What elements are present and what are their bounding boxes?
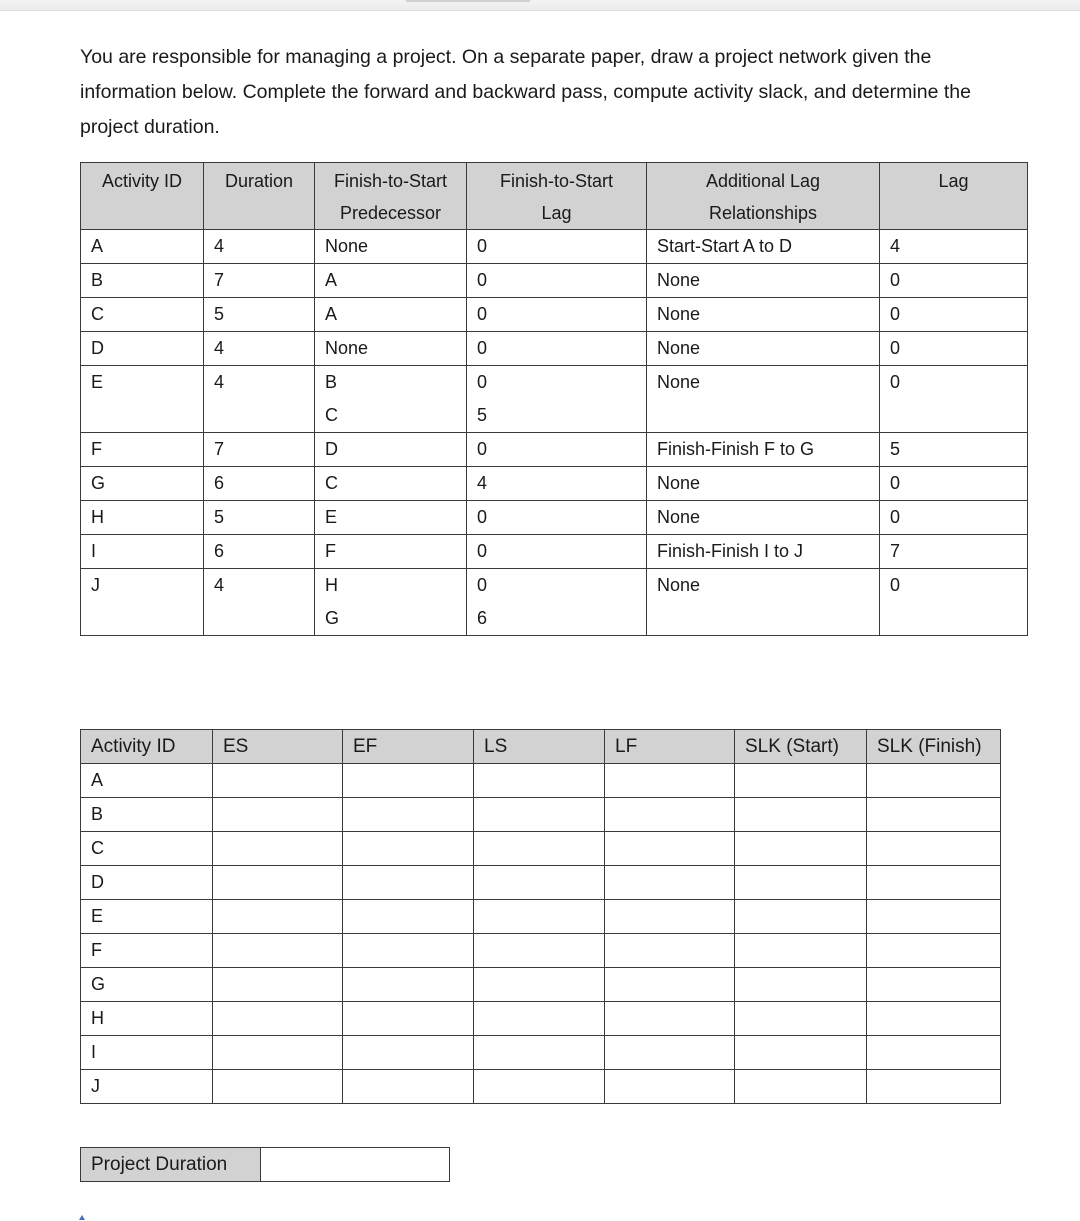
fs-lag-cell-text: 0: [477, 575, 488, 595]
schedule-table-header-cell: EF: [343, 730, 474, 764]
project-duration-value[interactable]: [261, 1148, 450, 1182]
schedule-input-cell[interactable]: [867, 900, 1001, 934]
schedule-input-cell[interactable]: [343, 934, 474, 968]
additional-lag-cell-text: None: [657, 270, 701, 290]
schedule-input-cell[interactable]: [343, 832, 474, 866]
schedule-input-cell[interactable]: [735, 866, 867, 900]
schedule-input-cell[interactable]: [605, 1036, 735, 1070]
fs-lag-cell-text: 4: [477, 473, 488, 493]
activity-row: [81, 433, 1028, 467]
text-cursor-marker: [79, 1215, 85, 1220]
header-text: Predecessor: [339, 203, 442, 223]
schedule-row: [81, 934, 1001, 968]
schedule-input-cell[interactable]: [474, 866, 605, 900]
schedule-activity-id-cell: E: [81, 900, 213, 934]
predecessor-cell: [315, 332, 467, 366]
schedule-table-header-cell: SLK (Start): [735, 730, 867, 764]
duration-cell: [204, 467, 315, 501]
predecessor-cell-text: None: [325, 338, 369, 358]
schedule-input-cell[interactable]: [213, 968, 343, 1002]
additional-lag-cell: [647, 230, 880, 264]
schedule-input-cell[interactable]: [867, 968, 1001, 1002]
duration-cell: [204, 535, 315, 569]
activity-id-cell-text: A: [91, 236, 104, 256]
schedule-row: [81, 968, 1001, 1002]
schedule-input-cell[interactable]: [605, 866, 735, 900]
instructions-paragraph: You are responsible for managing a project. On a separate paper, draw a project network given the information below. Complete the forward and backward pass, compute activity slack, and determine the project duration.: [80, 46, 971, 138]
schedule-input-cell[interactable]: [213, 1036, 343, 1070]
schedule-input-cell[interactable]: [605, 832, 735, 866]
predecessor-cell: [315, 433, 467, 467]
fs-lag-cell: [467, 264, 647, 298]
activity-id-cell: [81, 332, 204, 366]
duration-cell: [204, 332, 315, 366]
schedule-input-cell[interactable]: [343, 764, 474, 798]
schedule-input-cell[interactable]: [867, 934, 1001, 968]
additional-lag-cell: [647, 298, 880, 332]
predecessor-cell-text: E: [325, 507, 338, 527]
fs-lag-cell: [467, 433, 647, 467]
fs-lag-cell: [467, 366, 647, 433]
activity-row: [81, 535, 1028, 569]
activity-row: [81, 569, 1028, 636]
additional-lag-cell: [647, 535, 880, 569]
schedule-input-cell[interactable]: [474, 832, 605, 866]
schedule-input-cell[interactable]: [213, 798, 343, 832]
header-text: Relationships: [708, 203, 818, 223]
additional-lag-cell: [647, 501, 880, 535]
schedule-input-cell[interactable]: [213, 900, 343, 934]
schedule-activity-id-cell: B: [81, 798, 213, 832]
schedule-input-cell[interactable]: [343, 900, 474, 934]
activity-row: [81, 366, 1028, 433]
activity-id-cell-text: C: [91, 304, 104, 324]
additional-lag-cell: [647, 264, 880, 298]
activity-table-header-cell: [880, 163, 1028, 230]
schedule-input-cell[interactable]: [474, 934, 605, 968]
schedule-row: [81, 798, 1001, 832]
duration-cell-text: 6: [214, 541, 225, 561]
predecessor-cell: [315, 366, 467, 433]
duration-cell: [204, 366, 315, 433]
fs-lag-cell-text: 0: [477, 304, 488, 324]
schedule-input-cell[interactable]: [474, 1002, 605, 1036]
schedule-activity-id-cell: H: [81, 1002, 213, 1036]
duration-cell: [204, 569, 315, 636]
activity-id-cell-text: H: [91, 507, 104, 527]
predecessor-cell-text: A: [325, 270, 338, 290]
activity-table-header-cell: [647, 163, 880, 230]
activity-id-cell: [81, 467, 204, 501]
predecessor-cell: [315, 230, 467, 264]
activity-row: [81, 332, 1028, 366]
additional-lag-cell-text: None: [657, 507, 701, 527]
fs-lag-cell-text: 0: [477, 541, 488, 561]
schedule-input-cell[interactable]: [605, 934, 735, 968]
schedule-activity-id-cell: F: [81, 934, 213, 968]
schedule-input-cell[interactable]: [867, 832, 1001, 866]
lag-cell-text: 5: [890, 439, 901, 459]
fs-lag-cell-text: 0: [477, 270, 488, 290]
schedule-input-cell[interactable]: [735, 1070, 867, 1104]
schedule-input-cell[interactable]: [343, 1002, 474, 1036]
schedule-row: [81, 764, 1001, 798]
lag-cell-text: 0: [890, 372, 901, 392]
schedule-table-header-cell: LF: [605, 730, 735, 764]
schedule-input-cell[interactable]: [735, 798, 867, 832]
lag-cell-text: 0: [890, 473, 901, 493]
predecessor-cell: [315, 264, 467, 298]
additional-lag-cell-text: None: [657, 473, 701, 493]
predecessor-cell: [315, 569, 467, 636]
schedule-row: [81, 1036, 1001, 1070]
lag-cell: [880, 230, 1028, 264]
schedule-activity-id-cell: C: [81, 832, 213, 866]
activity-id-cell-text: D: [91, 338, 104, 358]
fs-lag-cell: [467, 535, 647, 569]
scroll-handle[interactable]: [406, 0, 530, 2]
activity-row: [81, 298, 1028, 332]
fs-lag-cell-text: 0: [477, 236, 488, 256]
activity-id-cell-text: E: [91, 372, 104, 392]
schedule-input-cell[interactable]: [474, 1036, 605, 1070]
fs-lag-cell: [467, 230, 647, 264]
header-text: Finish-to-Start: [333, 171, 448, 191]
schedule-input-cell[interactable]: [735, 968, 867, 1002]
schedule-input-cell[interactable]: [213, 1002, 343, 1036]
fs-lag-cell-text: 0: [477, 372, 488, 392]
activity-row: [81, 467, 1028, 501]
activity-id-cell-text: G: [91, 473, 106, 493]
schedule-input-cell[interactable]: [474, 968, 605, 1002]
project-duration-table: [80, 1147, 450, 1182]
duration-cell-text: 7: [214, 439, 225, 459]
document-top-bar: [0, 0, 1080, 11]
schedule-input-cell[interactable]: [867, 1002, 1001, 1036]
activity-id-cell: [81, 366, 204, 433]
schedule-row: [81, 1002, 1001, 1036]
schedule-input-cell[interactable]: [474, 1070, 605, 1104]
lag-cell: [880, 569, 1028, 636]
lag-cell-text: 0: [890, 338, 901, 358]
duration-cell: [204, 433, 315, 467]
duration-cell: [204, 264, 315, 298]
schedule-row: [81, 1070, 1001, 1104]
lag-cell: [880, 433, 1028, 467]
predecessor-cell: [315, 501, 467, 535]
lag-cell: [880, 298, 1028, 332]
lag-cell: [880, 264, 1028, 298]
schedule-table-header-cell: Activity ID: [81, 730, 213, 764]
fs-lag-cell: [467, 332, 647, 366]
schedule-input-cell[interactable]: [735, 1002, 867, 1036]
lag-cell-text: 4: [890, 236, 901, 256]
activity-id-cell: [81, 264, 204, 298]
schedule-activity-id-cell: J: [81, 1070, 213, 1104]
duration-cell-text: 6: [214, 473, 225, 493]
duration-cell-text: 4: [214, 338, 225, 358]
header-text: Lag: [938, 171, 969, 191]
lag-cell: [880, 366, 1028, 433]
additional-lag-cell-text: Finish-Finish F to G: [657, 439, 815, 459]
activity-table: [80, 162, 1028, 636]
schedule-input-cell[interactable]: [343, 968, 474, 1002]
predecessor-cell: [315, 535, 467, 569]
project-duration-label: Project Duration: [81, 1148, 261, 1182]
schedule-activity-id-cell: A: [81, 764, 213, 798]
schedule-input-cell[interactable]: [605, 764, 735, 798]
fs-lag-cell-text: 0: [477, 439, 488, 459]
schedule-input-cell[interactable]: [343, 1036, 474, 1070]
schedule-input-cell[interactable]: [213, 1070, 343, 1104]
additional-lag-cell-text: None: [657, 575, 701, 595]
schedule-table-header-cell: LS: [474, 730, 605, 764]
activity-row: [81, 230, 1028, 264]
schedule-input-cell[interactable]: [605, 900, 735, 934]
schedule-activity-id-cell: G: [81, 968, 213, 1002]
duration-cell: [204, 230, 315, 264]
header-text: Lag: [541, 203, 572, 223]
fs-lag-cell-text: 0: [477, 338, 488, 358]
activity-id-cell: [81, 535, 204, 569]
schedule-row: [81, 866, 1001, 900]
activity-table-header-cell: [315, 163, 467, 230]
duration-cell-text: 4: [214, 575, 225, 595]
predecessor-cell: [315, 298, 467, 332]
lag-cell: [880, 535, 1028, 569]
schedule-input-cell[interactable]: [867, 1070, 1001, 1104]
activity-id-cell-text: J: [91, 575, 100, 595]
schedule-input-cell[interactable]: [605, 1070, 735, 1104]
activity-row: [81, 264, 1028, 298]
schedule-activity-id-cell: I: [81, 1036, 213, 1070]
schedule-input-cell[interactable]: [867, 764, 1001, 798]
schedule-input-cell[interactable]: [867, 866, 1001, 900]
schedule-input-cell[interactable]: [735, 832, 867, 866]
lag-cell-text: 0: [890, 507, 901, 527]
schedule-row: [81, 900, 1001, 934]
duration-cell: [204, 501, 315, 535]
fs-lag-cell: [467, 501, 647, 535]
schedule-input-cell[interactable]: [343, 866, 474, 900]
lag-cell-text: 0: [890, 304, 901, 324]
schedule-input-cell[interactable]: [867, 1036, 1001, 1070]
fs-lag-cell: [467, 298, 647, 332]
schedule-input-cell[interactable]: [474, 764, 605, 798]
lag-cell-text: 0: [890, 270, 901, 290]
schedule-input-cell[interactable]: [605, 1002, 735, 1036]
additional-lag-cell: [647, 467, 880, 501]
fs-lag-cell: [467, 467, 647, 501]
schedule-input-cell[interactable]: [605, 968, 735, 1002]
schedule-input-cell[interactable]: [474, 900, 605, 934]
lag-cell: [880, 501, 1028, 535]
activity-id-cell-text: B: [91, 270, 104, 290]
schedule-input-cell[interactable]: [735, 934, 867, 968]
header-text: Finish-to-Start: [499, 171, 614, 191]
additional-lag-cell-text: None: [657, 372, 701, 392]
schedule-table: [80, 729, 1001, 1104]
schedule-input-cell[interactable]: [213, 934, 343, 968]
additional-lag-cell: [647, 332, 880, 366]
lag-cell: [880, 467, 1028, 501]
duration-cell-text: 5: [214, 507, 225, 527]
schedule-table-header-row: [81, 730, 1001, 764]
schedule-input-cell[interactable]: [213, 832, 343, 866]
activity-row: [81, 501, 1028, 535]
predecessor-cell-text: D: [325, 439, 338, 459]
predecessor-cell: [315, 467, 467, 501]
schedule-input-cell[interactable]: [343, 1070, 474, 1104]
header-text: Additional Lag: [705, 171, 821, 191]
fs-lag-cell-text: 5: [477, 405, 488, 425]
schedule-input-cell[interactable]: [735, 900, 867, 934]
activity-table-header-row: [81, 163, 1028, 230]
duration-cell-text: 7: [214, 270, 225, 290]
activity-table-header-cell: [81, 163, 204, 230]
predecessor-cell-text: F: [325, 541, 336, 561]
schedule-row: [81, 832, 1001, 866]
header-text: Activity ID: [101, 171, 182, 191]
schedule-table-header-cell: SLK (Finish): [867, 730, 1001, 764]
predecessor-cell-text: None: [325, 236, 369, 256]
schedule-input-cell[interactable]: [735, 1036, 867, 1070]
activity-id-cell: [81, 569, 204, 636]
predecessor-cell-text: G: [325, 608, 340, 628]
duration-cell: [204, 298, 315, 332]
schedule-input-cell[interactable]: [474, 798, 605, 832]
activity-id-cell-text: F: [91, 439, 102, 459]
lag-cell: [880, 332, 1028, 366]
additional-lag-cell: [647, 569, 880, 636]
activity-id-cell: [81, 230, 204, 264]
additional-lag-cell-text: Start-Start A to D: [657, 236, 793, 256]
lag-cell-text: 0: [890, 575, 901, 595]
schedule-input-cell[interactable]: [213, 764, 343, 798]
fs-lag-cell: [467, 569, 647, 636]
activity-id-cell-text: I: [91, 541, 97, 561]
schedule-input-cell[interactable]: [343, 798, 474, 832]
fs-lag-cell-text: 0: [477, 507, 488, 527]
additional-lag-cell-text: None: [657, 338, 701, 358]
additional-lag-cell: [647, 433, 880, 467]
predecessor-cell-text: C: [325, 473, 338, 493]
schedule-input-cell[interactable]: [735, 764, 867, 798]
lag-cell-text: 7: [890, 541, 901, 561]
additional-lag-cell-text: None: [657, 304, 701, 324]
predecessor-cell-text: C: [325, 405, 338, 425]
schedule-input-cell[interactable]: [605, 798, 735, 832]
schedule-input-cell[interactable]: [867, 798, 1001, 832]
header-text: Duration: [224, 171, 294, 191]
predecessor-cell-text: A: [325, 304, 338, 324]
activity-table-header-cell: [467, 163, 647, 230]
activity-id-cell: [81, 501, 204, 535]
duration-cell-text: 5: [214, 304, 225, 324]
activity-id-cell: [81, 433, 204, 467]
predecessor-cell-text: B: [325, 372, 338, 392]
additional-lag-cell-text: Finish-Finish I to J: [657, 541, 804, 561]
additional-lag-cell: [647, 366, 880, 433]
activity-table-header-cell: [204, 163, 315, 230]
duration-cell-text: 4: [214, 236, 225, 256]
duration-cell-text: 4: [214, 372, 225, 392]
schedule-table-header-cell: ES: [213, 730, 343, 764]
predecessor-cell-text: H: [325, 575, 338, 595]
schedule-activity-id-cell: D: [81, 866, 213, 900]
schedule-input-cell[interactable]: [213, 866, 343, 900]
fs-lag-cell-text: 6: [477, 608, 488, 628]
activity-id-cell: [81, 298, 204, 332]
